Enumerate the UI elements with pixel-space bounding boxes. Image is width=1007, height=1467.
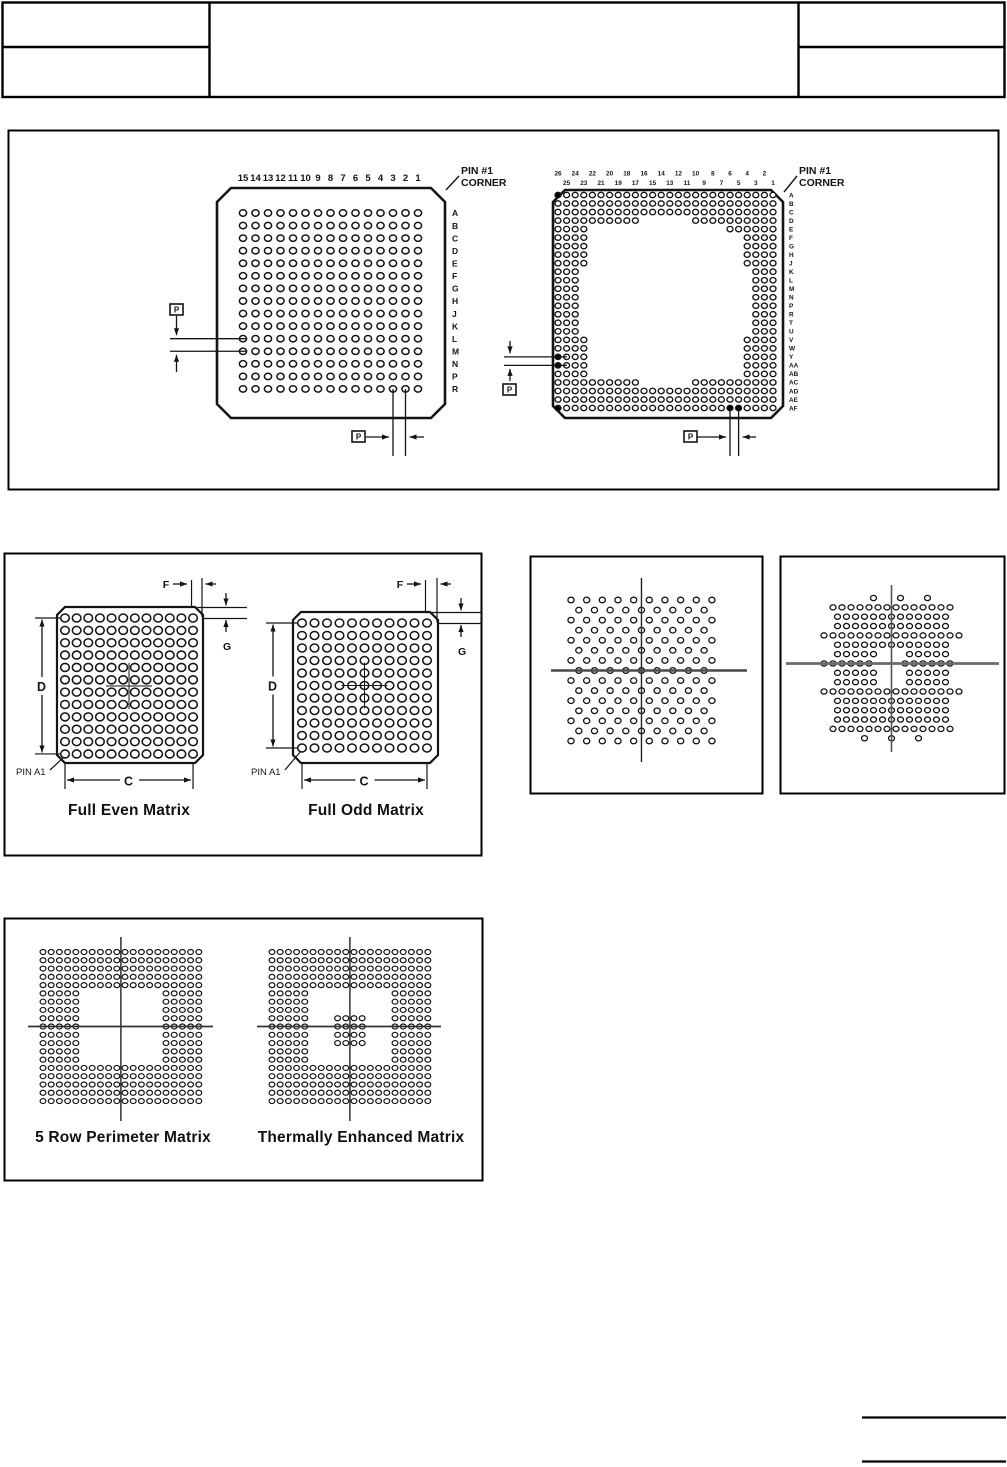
svg-text:3: 3: [390, 173, 396, 184]
svg-text:L: L: [452, 333, 458, 344]
svg-text:G: G: [789, 243, 794, 251]
svg-text:M: M: [452, 346, 460, 357]
svg-text:10: 10: [300, 173, 311, 184]
svg-text:9: 9: [315, 173, 321, 184]
svg-text:C: C: [452, 233, 459, 244]
svg-text:P: P: [687, 432, 694, 442]
svg-text:11: 11: [683, 180, 691, 187]
staggered-matrix-diagram: [786, 585, 999, 752]
footer-rule-lines: [862, 1418, 1006, 1462]
svg-text:AB: AB: [789, 371, 799, 379]
svg-text:AE: AE: [789, 396, 798, 404]
svg-text:7: 7: [340, 173, 346, 184]
svg-text:P: P: [452, 371, 458, 382]
svg-text:13: 13: [262, 173, 274, 184]
svg-text:4: 4: [745, 170, 749, 178]
svg-text:J: J: [789, 260, 793, 268]
svg-text:6: 6: [352, 173, 359, 184]
svg-text:U: U: [789, 328, 794, 336]
svg-text:C: C: [359, 774, 369, 789]
svg-text:G: G: [452, 283, 459, 294]
svg-text:20: 20: [606, 170, 614, 178]
svg-text:N: N: [789, 294, 794, 302]
svg-text:1: 1: [771, 180, 775, 187]
figure-box-staggered-matrix: [781, 557, 1005, 794]
svg-text:15: 15: [237, 173, 249, 184]
svg-text:F: F: [162, 579, 170, 591]
svg-text:5: 5: [736, 180, 741, 187]
svg-text:CORNER: CORNER: [799, 177, 845, 189]
svg-text:M: M: [789, 286, 795, 294]
header-table: [3, 3, 1005, 98]
svg-text:18: 18: [623, 170, 631, 178]
svg-text:AD: AD: [789, 388, 799, 396]
svg-text:PIN #1: PIN #1: [461, 165, 494, 177]
full-even-matrix-diagram: [16, 578, 247, 789]
caption-full-even-matrix: Full Even Matrix: [67, 802, 191, 819]
pga-15x15-diagram: [170, 165, 507, 456]
svg-text:D: D: [37, 679, 47, 694]
svg-text:21: 21: [597, 180, 605, 187]
svg-text:19: 19: [614, 180, 622, 187]
svg-text:N: N: [452, 359, 459, 370]
svg-text:B: B: [452, 220, 459, 231]
svg-text:11: 11: [287, 173, 299, 184]
full-odd-matrix-diagram: [251, 578, 482, 789]
svg-text:H: H: [452, 296, 459, 307]
svg-text:R: R: [789, 311, 794, 319]
svg-text:12: 12: [674, 170, 682, 178]
svg-text:7: 7: [719, 180, 724, 187]
interstitial-matrix-diagram: [551, 578, 747, 762]
svg-text:F: F: [396, 579, 404, 591]
svg-text:CORNER: CORNER: [461, 177, 507, 189]
svg-text:E: E: [789, 226, 794, 234]
svg-text:PIN #1: PIN #1: [799, 165, 832, 177]
svg-text:14: 14: [657, 170, 665, 178]
svg-text:4: 4: [377, 173, 384, 184]
svg-text:23: 23: [580, 180, 588, 187]
svg-text:Y: Y: [789, 354, 794, 362]
svg-text:A: A: [452, 208, 459, 219]
svg-text:R: R: [452, 384, 459, 395]
svg-text:13: 13: [666, 180, 674, 187]
svg-text:12: 12: [275, 173, 286, 184]
svg-text:AC: AC: [789, 379, 799, 387]
svg-text:AA: AA: [789, 362, 799, 370]
svg-text:26: 26: [554, 170, 562, 178]
svg-text:T: T: [789, 320, 793, 328]
svg-text:P: P: [173, 305, 180, 315]
svg-text:2: 2: [762, 170, 767, 178]
svg-text:K: K: [789, 268, 794, 276]
svg-text:1: 1: [415, 173, 421, 184]
svg-text:C: C: [789, 209, 794, 217]
svg-text:D: D: [268, 679, 278, 694]
svg-text:P: P: [789, 303, 794, 311]
svg-text:K: K: [452, 321, 459, 332]
svg-text:P: P: [355, 432, 362, 442]
svg-text:G: G: [223, 641, 232, 653]
svg-text:V: V: [789, 337, 794, 345]
svg-text:8: 8: [327, 173, 334, 184]
svg-text:PIN A1: PIN A1: [251, 767, 281, 778]
pga-26x26-diagram: [503, 165, 845, 456]
svg-text:25: 25: [563, 180, 571, 187]
svg-text:8: 8: [711, 170, 715, 178]
caption-full-odd-matrix: Full Odd Matrix: [308, 802, 424, 819]
svg-text:H: H: [789, 251, 794, 259]
svg-text:D: D: [789, 217, 794, 225]
svg-text:G: G: [458, 646, 467, 658]
svg-text:W: W: [789, 345, 796, 353]
svg-text:6: 6: [728, 170, 732, 178]
svg-text:5: 5: [365, 173, 371, 184]
caption-thermally-enhanced-matrix: Thermally Enhanced Matrix: [257, 1129, 465, 1146]
svg-text:10: 10: [692, 170, 700, 178]
svg-text:16: 16: [640, 170, 648, 178]
svg-text:B: B: [789, 200, 794, 208]
five-row-perimeter-matrix-diagram: [28, 937, 213, 1121]
svg-text:P: P: [506, 385, 513, 395]
svg-text:L: L: [789, 277, 793, 285]
svg-text:24: 24: [571, 170, 579, 178]
svg-text:2: 2: [402, 173, 409, 184]
figure-box-interstitial-matrix: [531, 557, 763, 794]
svg-text:D: D: [452, 245, 459, 256]
svg-text:E: E: [452, 258, 458, 269]
svg-text:3: 3: [754, 180, 758, 187]
svg-text:A: A: [789, 192, 794, 200]
svg-text:17: 17: [631, 180, 639, 187]
thermally-enhanced-matrix-diagram: [257, 937, 441, 1121]
svg-text:F: F: [452, 271, 458, 282]
svg-text:15: 15: [649, 180, 657, 187]
svg-text:AF: AF: [789, 405, 798, 413]
svg-text:9: 9: [702, 180, 706, 187]
svg-text:PIN A1: PIN A1: [16, 767, 46, 778]
svg-text:C: C: [124, 774, 134, 789]
svg-text:14: 14: [250, 173, 261, 184]
svg-text:22: 22: [588, 170, 596, 178]
caption-5-row-perimeter-matrix: 5 Row Perimeter Matrix: [35, 1129, 211, 1146]
svg-text:J: J: [452, 308, 457, 319]
svg-text:F: F: [789, 234, 793, 242]
